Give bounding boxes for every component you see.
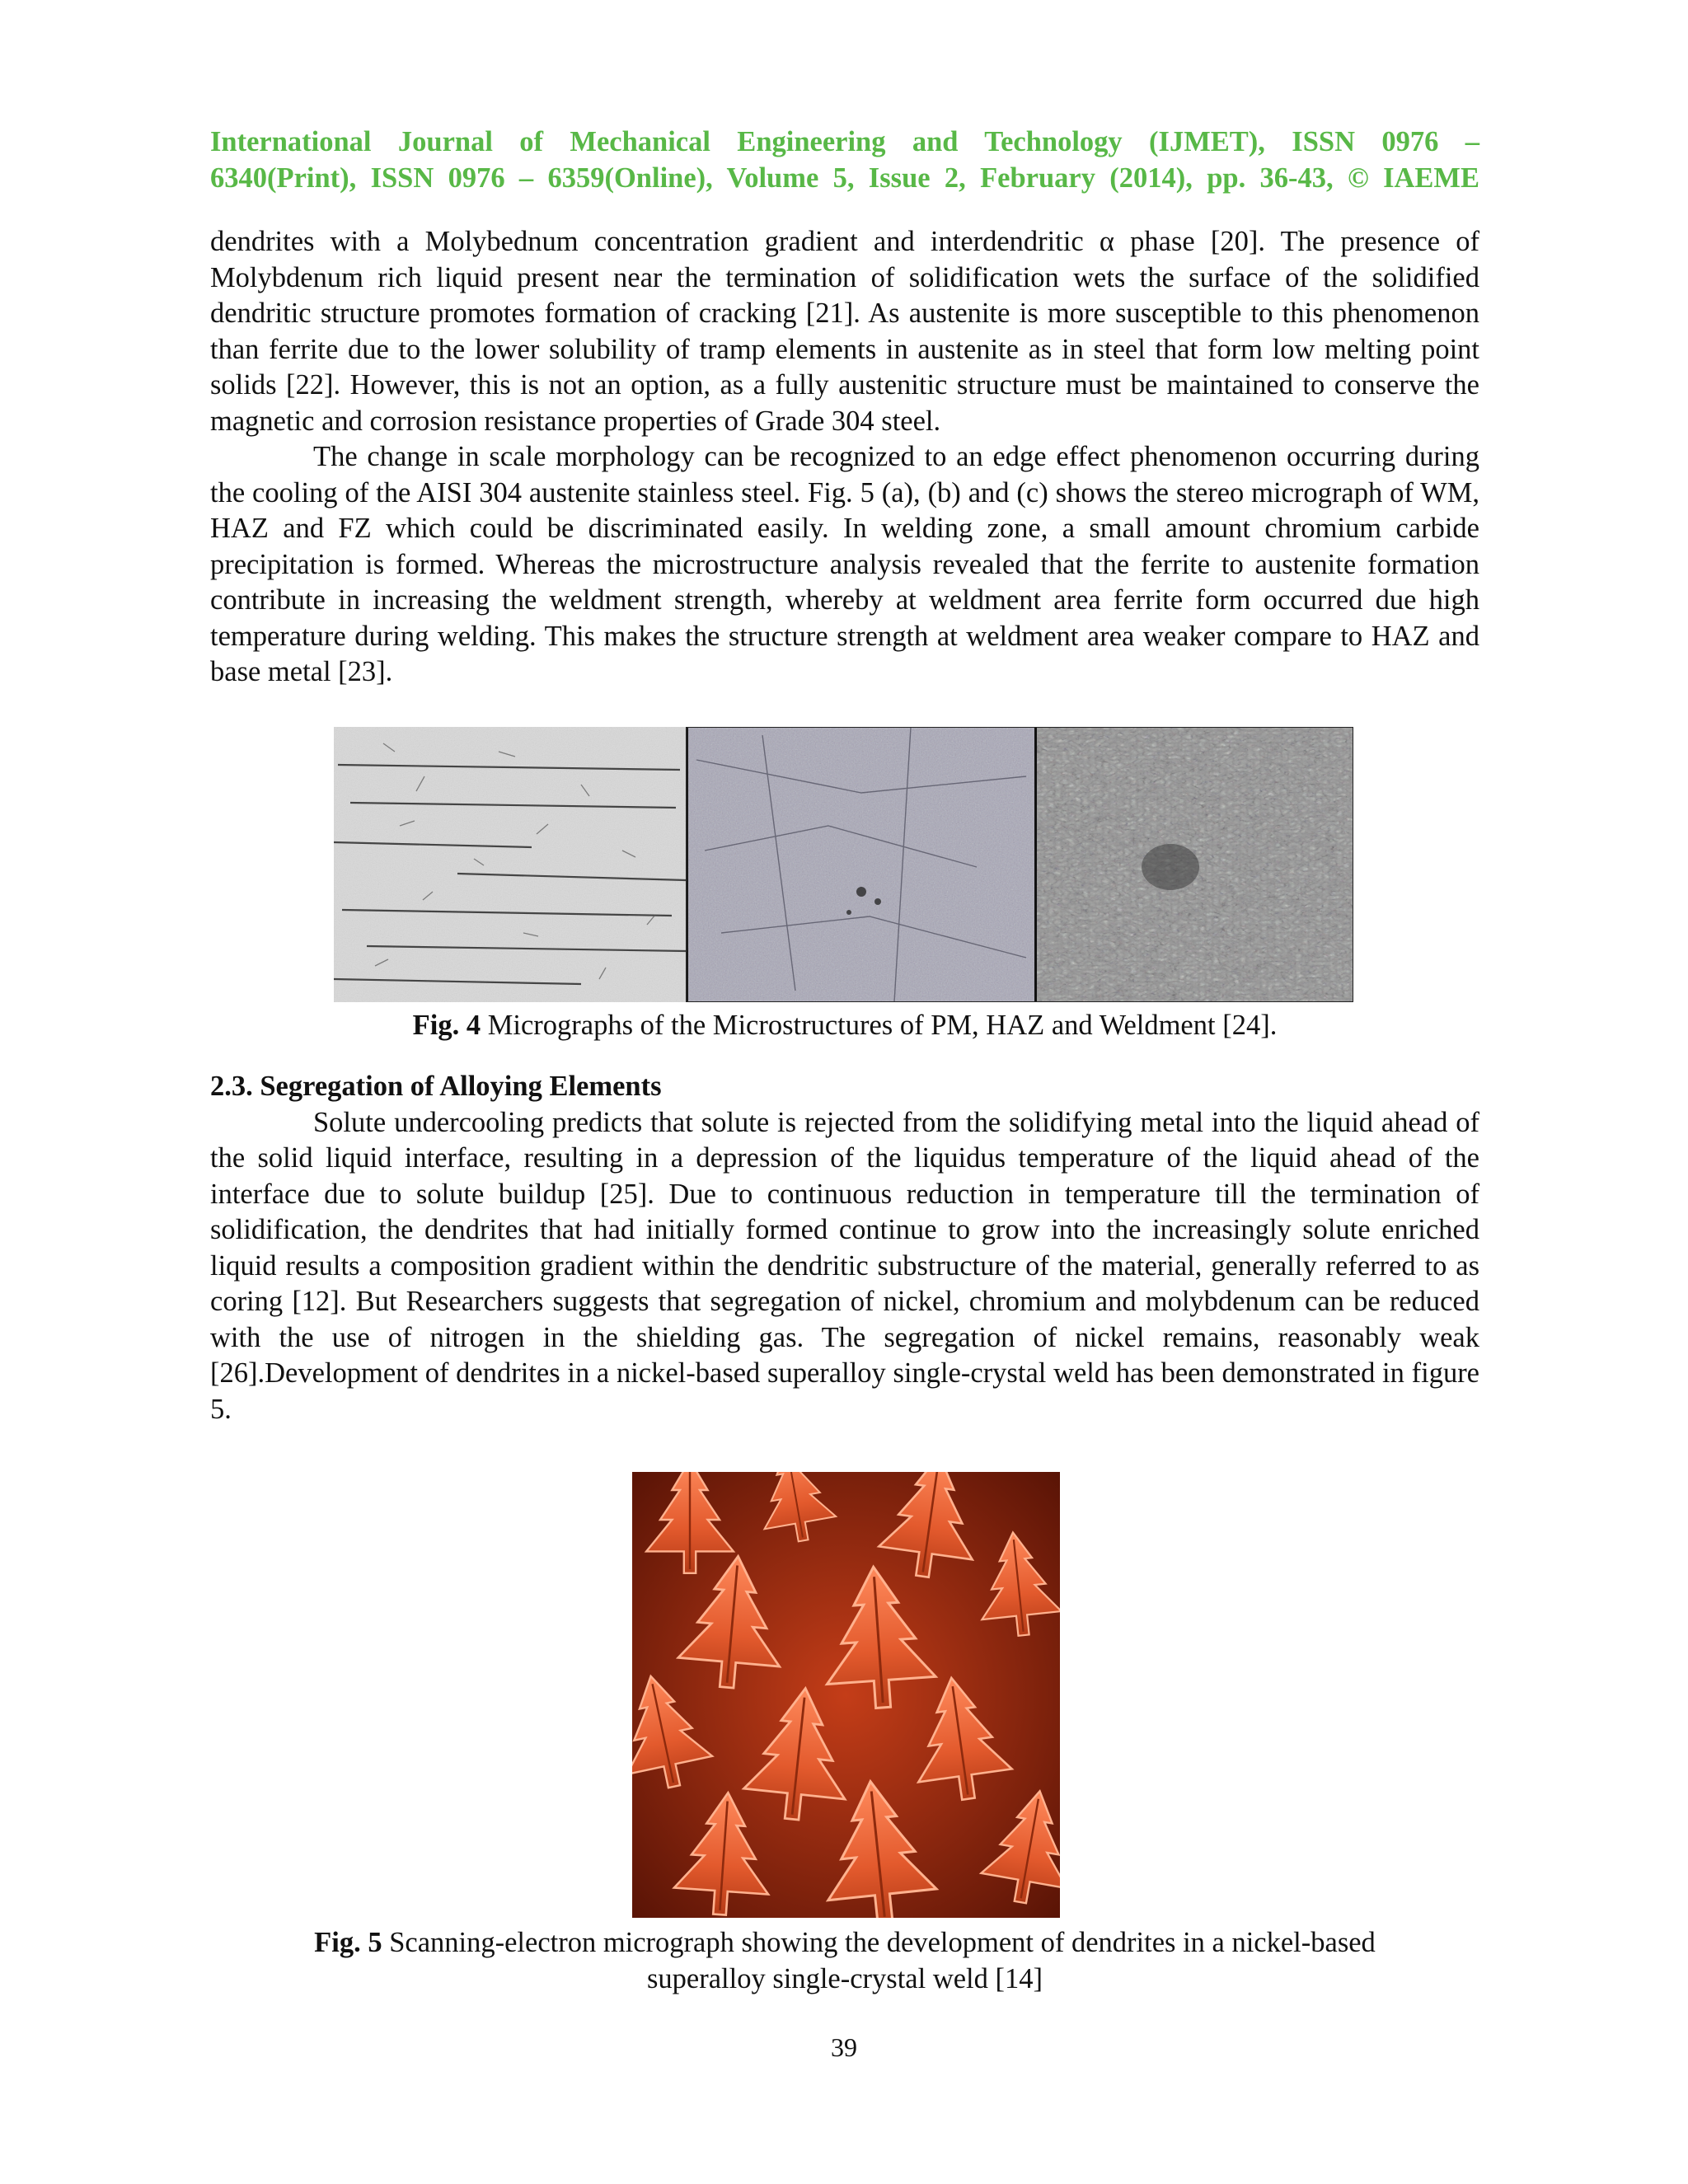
figure-5-label: Fig. 5: [314, 1927, 382, 1958]
journal-header-line-1: International Journal of Mechanical Engineering and Technology (IJMET), ISSN 0976 –: [210, 126, 1479, 157]
journal-header: [210, 124, 1479, 196]
paragraph-scale-morphology: The change in scale morphology can be recognized to an edge effect phenomenon occurring during the cooling of the AISI 304 austenite stainless steel. Fig. 5 (a), (b) and (c) shows the stereo micrograph of WM, HAZ and FZ which could be discriminated easily. In welding zone, a small amount chromium carbide precipitation is formed. Whereas the microstructure analysis revealed that the ferrite to austenite formation contribute in increasing the weldment strength, whereby at weldment area ferrite form occurred due high temperature during welding. This makes the structure strength at weldment area weaker compare to HAZ and base metal [23].: [210, 441, 1479, 687]
paragraph-solute-undercooling: Solute undercooling predicts that solute is rejected from the solidifying metal into the liquid ahead of the solid liquid interface, resulting in a depression of the liquidus temperature of the liquid ahead of the interface due to solute buildup [25]. Due to continuous reduction in temperature till the termination of solidification, the dendrites that had initially formed continue to grow into the increasingly solute enriched liquid results a composition gradient within the dendritic substructure of the material, generally referred to as coring [12]. But Researchers suggests that segregation of nickel, chromium and molybdenum can be reduced with the use of nitrogen in the shielding gas. The segregation of nickel remains, reasonably weak [26].Development of dendrites in a nickel-based superalloy single-crystal weld has been demonstrated in figure 5.: [210, 1106, 1479, 1425]
paragraph-dendrites: dendrites with a Molybednum concentration gradient and interdendritic α phase [20]. The presence of Molybdenum rich liquid present near the termination of solidification wets the surface of the solidified dendritic structure promotes formation of cracking [21]. As austenite is more susceptible to this phenomenon than ferrite due to the lower solubility of tramp elements in austenite as in steel that form low melting point solids [22]. However, this is not an option, as a fully austenitic structure must be maintained to conserve the magnetic and corrosion resistance properties of Grade 304 steel.: [210, 226, 1479, 437]
journal-header-line-2: 6340(Print), ISSN 0976 – 6359(Online), Volume 5, Issue 2, February (2014), pp. 36-43, © IAEME: [210, 162, 1479, 194]
section-segregation: [210, 1069, 1479, 1427]
figure-4-caption-text: Micrographs of the Microstructures of PM, HAZ and Weldment [24].: [481, 1010, 1278, 1041]
figure-4-label: Fig. 4: [412, 1010, 481, 1041]
micrograph-pm: [334, 727, 686, 1002]
figure-5-caption-line-2: superalloy single-crystal weld [14]: [647, 1962, 1043, 1994]
figure-5-sem-dendrites: [632, 1472, 1060, 1918]
figure-5-caption-line-1: Scanning-electron micrograph showing the development of dendrites in a nickel-based: [382, 1927, 1376, 1958]
page-number: 39: [831, 2032, 857, 2062]
section-heading: 2.3. Segregation of Alloying Elements: [210, 1071, 662, 1102]
figure-4-micrographs: [334, 727, 1353, 1002]
figure-5-caption: [210, 1925, 1479, 1997]
body-text-top: [210, 224, 1479, 691]
micrograph-haz: [688, 727, 1034, 1002]
micrograph-weldment: [1037, 727, 1353, 1002]
figure-4-caption: [210, 1008, 1479, 1044]
